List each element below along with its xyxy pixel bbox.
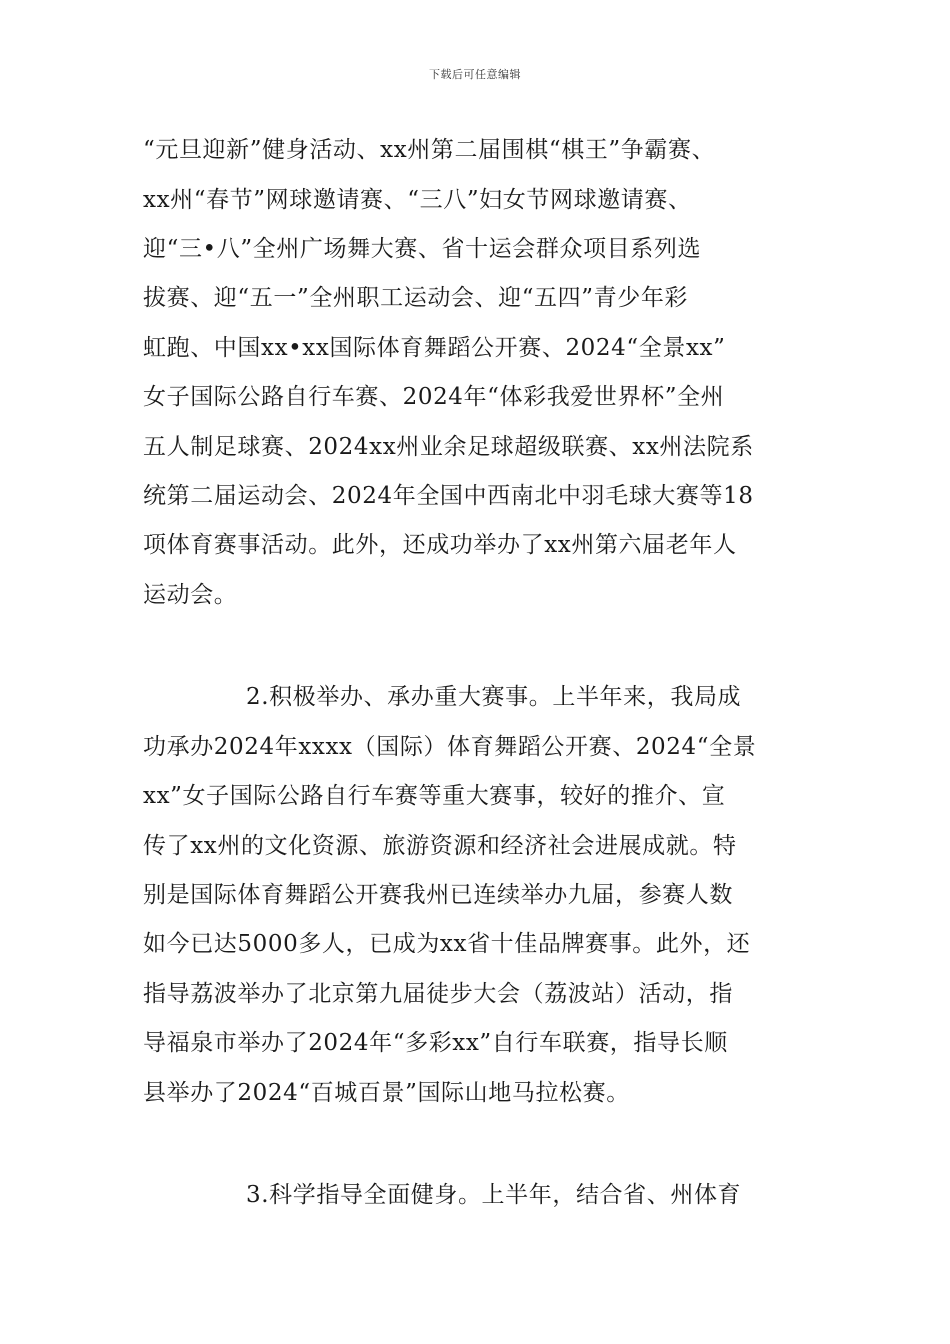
text-line: 拔赛、迎“五一”全州职工运动会、迎“五四”青少年彩	[143, 285, 689, 311]
text-line: 运动会。	[143, 582, 238, 608]
text-line: 别是国际体育舞蹈公开赛我州已连续举办九届，参赛人数	[143, 882, 733, 908]
text-line: 统第二届运动会、2024年全国中西南北中羽毛球大赛等18	[143, 483, 754, 509]
text-line: 3.科学指导全面健身。上半年，结合省、州体育	[246, 1182, 742, 1208]
text-line: 五人制足球赛、2024xx州业余足球超级联赛、xx州法院系	[143, 434, 754, 460]
text-line: 女子国际公路自行车赛、2024年“体彩我爱世界杯”全州	[143, 384, 725, 410]
text-line: 指导荔波举办了北京第九届徒步大会（荔波站）活动，指	[143, 981, 733, 1007]
text-line: 县举办了2024“百城百景”国际山地马拉松赛。	[143, 1080, 630, 1106]
text-line: 项体育赛事活动。此外，还成功举办了xx州第六届老年人	[143, 532, 737, 558]
text-line: 2.积极举办、承办重大赛事。上半年来，我局成	[246, 684, 742, 710]
text-line: 迎“三•八”全州广场舞大赛、省十运会群众项目系列选	[143, 236, 702, 262]
text-line: 功承办2024年xxxx（国际）体育舞蹈公开赛、2024“全景	[143, 734, 757, 760]
text-line: 如今已达5000多人，已成为xx省十佳品牌赛事。此外，还	[143, 931, 751, 957]
page-header: 下载后可任意编辑	[429, 68, 521, 81]
text-line: xx”女子国际公路自行车赛等重大赛事，较好的推介、宣	[143, 783, 726, 809]
text-line: “元旦迎新”健身活动、xx州第二届围棋“棋王”争霸赛、	[143, 137, 716, 163]
text-line: xx州“春节”网球邀请赛、“三八”妇女节网球邀请赛、	[143, 187, 692, 213]
text-line: 虹跑、中国xx•xx国际体育舞蹈公开赛、2024“全景xx”	[143, 335, 726, 361]
text-line: 传了xx州的文化资源、旅游资源和经济社会进展成就。特	[143, 833, 737, 859]
text-line: 导福泉市举办了2024年“多彩xx”自行车联赛，指导长顺	[143, 1030, 728, 1056]
